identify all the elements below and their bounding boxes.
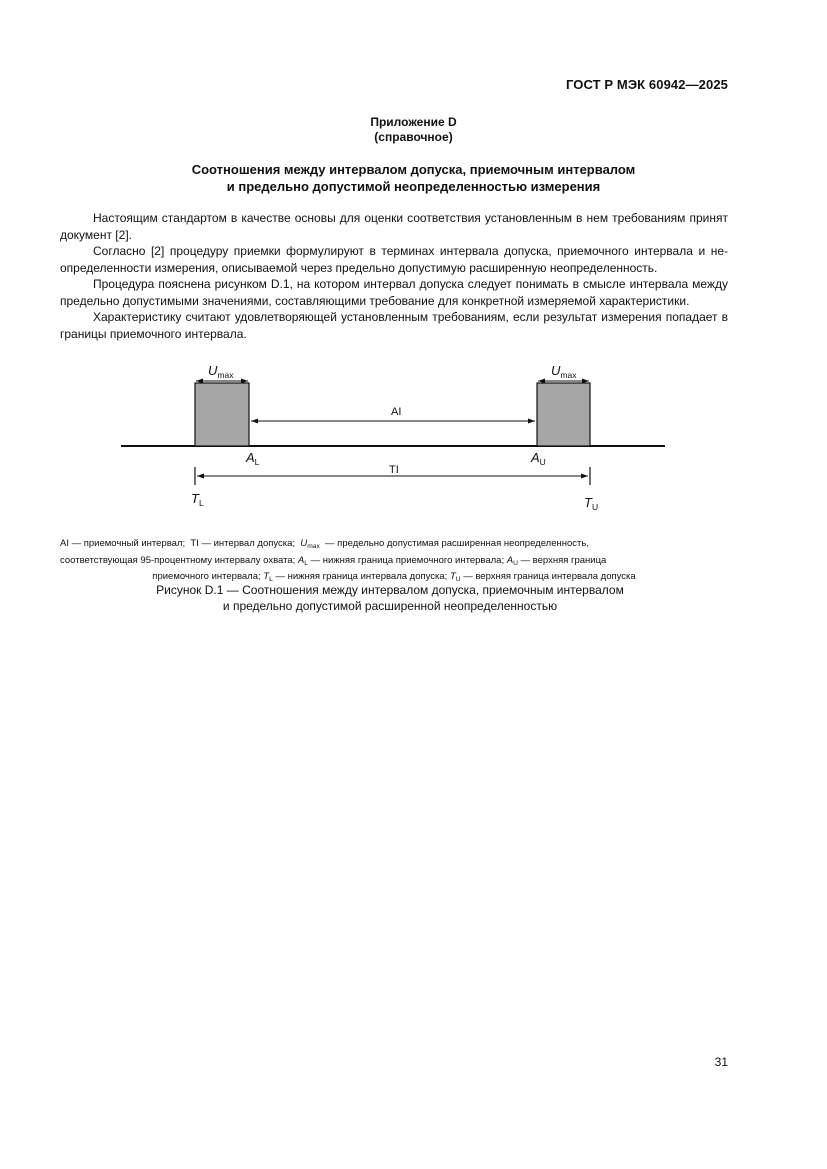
annex-subtitle: (справочное)	[374, 130, 453, 144]
right-uncertainty-box	[537, 383, 590, 446]
ai-label: AI	[391, 406, 402, 418]
legend-line-1: AI — приемочный интервал; TI — интервал допуска; $U_{max}$ — предельно допустимая расширенная неопределенность,	[60, 538, 589, 550]
figure-legend	[60, 537, 728, 587]
au-label: $A_U$	[531, 450, 546, 467]
left-uncertainty-box	[195, 383, 249, 446]
caption-line-1: Рисунок D.1 — Соотношения между интервалом допуска, приемочным интервалом	[156, 583, 624, 597]
legend-line-2: соответствующая 95-процентному интервалу охвата; $A_L$ — нижняя граница приемочного интервала; $A_U$ — верхняя граница	[60, 554, 607, 567]
paragraph-3: Процедура пояснена рисунком D.1, на котором интервал допуска следует понимать в смысле интервала между предельно допустимыми значениями, составляющими требование для конкретной измеряемой характеристики.	[60, 277, 728, 308]
body-text	[60, 210, 728, 342]
tu-label: $T_U$	[584, 495, 599, 512]
section-title-line-1: Соотношения между интервалом допуска, приемочным интервалом	[191, 162, 636, 177]
section-title	[0, 161, 827, 195]
paragraph-4: Характеристику считают удовлетворяющей установленным требованиям, если результат измерения попадает в границы приемочного интервала.	[60, 310, 728, 341]
figure-caption	[0, 583, 780, 614]
paragraph-1: Настоящим стандартом в качестве основы для оценки соответствия установленным в нем требованиям принят документ [2].	[60, 211, 728, 242]
right-umax-label: $U_{max}$	[551, 363, 577, 380]
tl-label: $T_L$	[191, 491, 204, 508]
caption-line-2: и предельно допустимой расширенной неопределенностью	[222, 598, 558, 613]
paragraph-2: Согласно [2] процедуру приемки формулируют в терминах интервала допуска, приемочного интервала и неопределенности измерения, описываемой через предельно допустимую расширенную неопределенность.	[60, 244, 728, 275]
document-code: ГОСТ Р МЭК 60942—2025	[565, 77, 728, 92]
figure-d1-diagram	[0, 355, 827, 525]
annex-title: Приложение D	[370, 115, 457, 129]
page-number: 31	[714, 1055, 728, 1069]
al-label: $A_L$	[246, 450, 260, 467]
left-umax-label: $U_{max}$	[208, 363, 234, 380]
ti-label: TI	[389, 464, 399, 476]
legend-line-3: приемочного интервала; $T_L$ — нижняя граница интервала допуска; $T_U$ — верхняя граница интервала допуска	[152, 571, 636, 583]
section-title-line-2: и предельно допустимой неопределенностью измерения	[226, 179, 601, 194]
